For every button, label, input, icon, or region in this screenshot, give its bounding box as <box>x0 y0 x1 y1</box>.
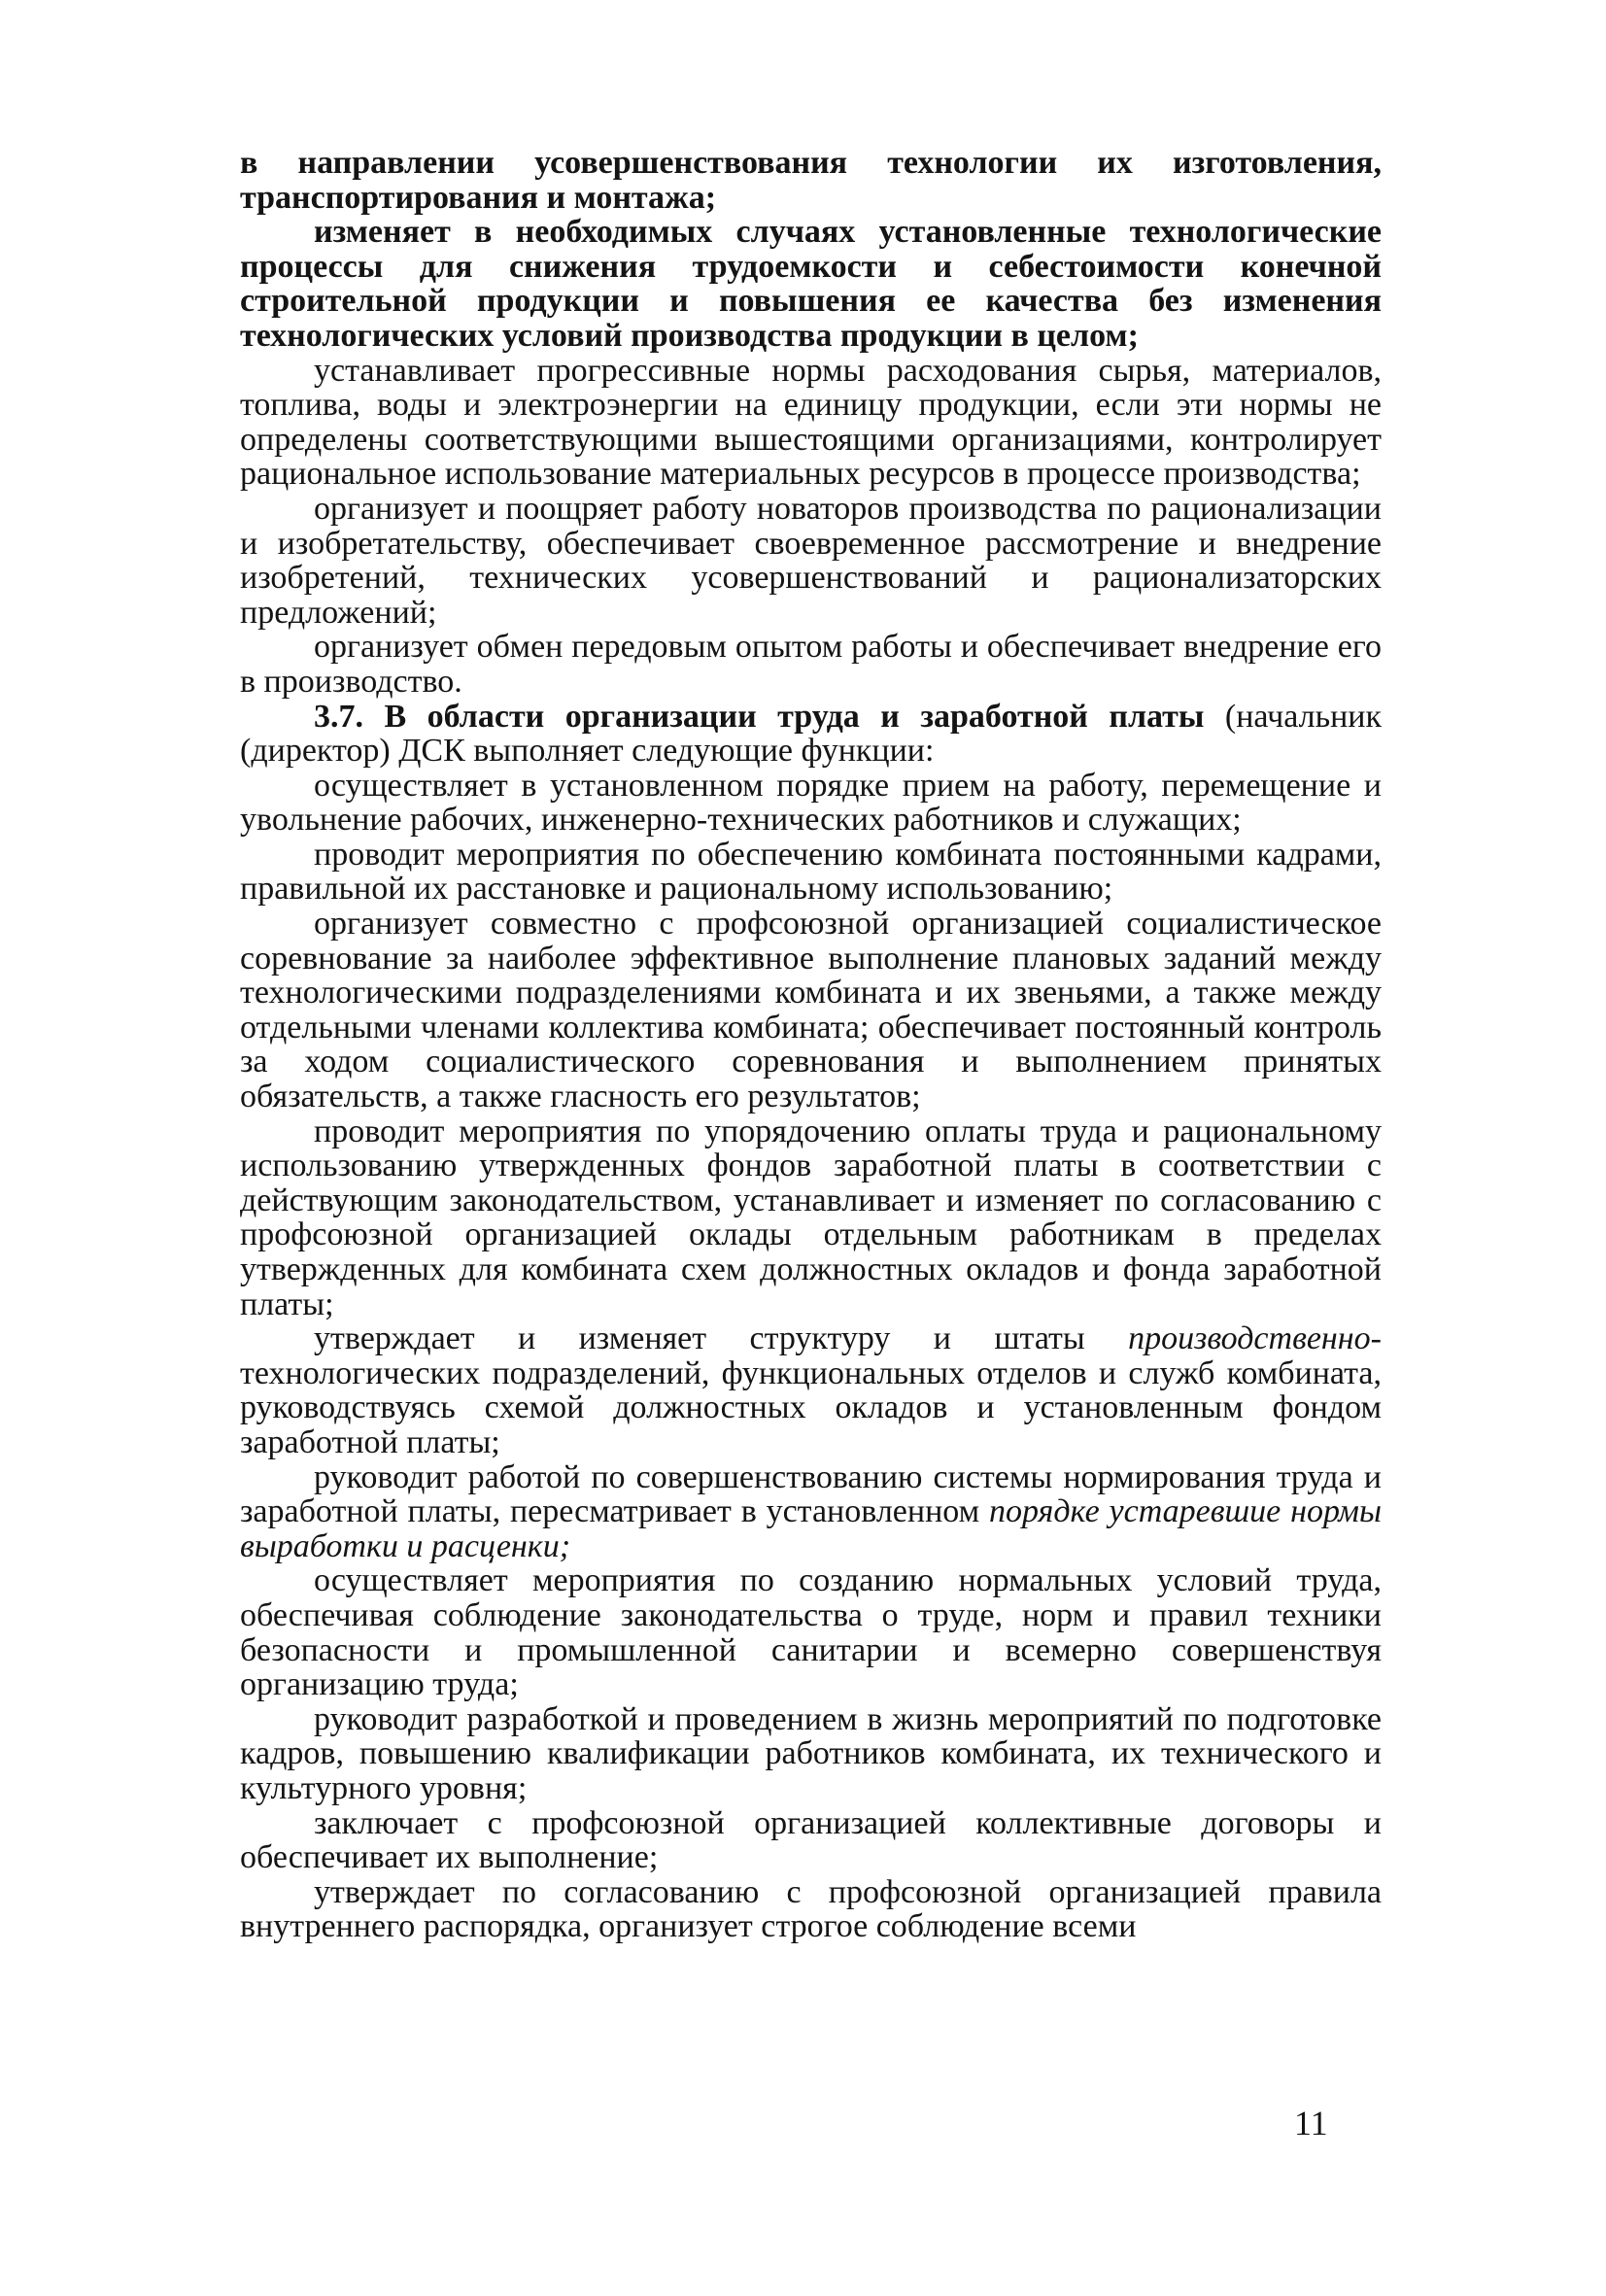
text-run: осуществляет в установленном порядке прием на работу, перемещение и увольнение рабочих, инженерно-технических работников и служащих; <box>240 767 1382 839</box>
paragraph <box>240 1114 1382 1322</box>
text-run: в направлении усовершенствования технологии их изготовления, транспортирования и монтажа; <box>240 145 1382 216</box>
paragraph <box>240 700 1382 769</box>
text-run: организует совместно с профсоюзной организацией социалистическое соревнование за наиболее эффективное выполнение плановых заданий между технологическими подразделениями комбината и их звеньями, а также между отдельными членами коллектива комбината; обеспечивает постоянный контроль за ходом социалистического соревнования и выполнением принятых обязательств, а также гласность его результатов; <box>240 906 1382 1115</box>
paragraph <box>240 907 1382 1114</box>
text-run: утверждает и изменяет структуру и штаты <box>314 1320 1129 1357</box>
text-run: 3.7. В области организации труда и заработной платы <box>314 698 1205 735</box>
paragraph <box>240 492 1382 630</box>
text-run: осуществляет мероприятия по созданию нормальных условий труда, обеспечивая соблюдение законодательства о труде, норм и правил техники безопасности и промышленной санитарии и всемерно совершенствуя организацию труда; <box>240 1562 1382 1703</box>
paragraph <box>240 1875 1382 1944</box>
text-run: проводит мероприятия по обеспечению комбината постоянными кадрами, правильной их расстановке и рациональному использованию; <box>240 836 1382 908</box>
paragraph <box>240 215 1382 353</box>
paragraph <box>240 769 1382 838</box>
paragraph <box>240 838 1382 907</box>
text-run: организует и поощряет работу новаторов производства по рационализации и изобретательству, обеспечивает своевременное рассмотрение и внедрение изобретений, технических усовершенствований и рационализаторских предложений; <box>240 490 1382 631</box>
paragraph <box>240 1563 1382 1701</box>
page-number: 11 <box>1294 2104 1328 2142</box>
paragraph <box>240 1460 1382 1564</box>
text-run: производственно- <box>1128 1320 1382 1357</box>
text-run: руководит разработкой и проведением в жизнь мероприятий по подготовке кадров, повышению квалификации работников комбината, их технического и культурного уровня; <box>240 1700 1382 1806</box>
paragraph <box>240 1321 1382 1459</box>
paragraph <box>240 146 1382 215</box>
paragraph <box>240 354 1382 492</box>
text-run: организует обмен передовым опытом работы и обеспечивает внедрение его в производство. <box>240 629 1382 700</box>
text-run: устанавливает прогрессивные нормы расходования сырья, материалов, топлива, воды и электроэнергии на единицу продукции, если эти нормы не определены соответствующими вышестоящими организациями, контролирует рациональное использование материальных ресурсов в процессе производства; <box>240 352 1382 493</box>
text-run: заключает с профсоюзной организацией коллективные договоры и обеспечивает их выполнение; <box>240 1804 1382 1876</box>
text-run: технологических подразделений, функциональных отделов и служб комбината, руководствуясь схемой должностных окладов и установленным фондом заработной платы; <box>240 1354 1382 1460</box>
text-run: проводит мероприятия по упорядочению оплаты труда и рациональному использованию утвержденных фондов заработной платы в соответствии с действующим законодательством, устанавливает и изменяет по согласованию с профсоюзной организацией оклады отдельным работникам в пределах утвержденных для комбината схем должностных окладов и фонда заработной платы; <box>240 1113 1382 1322</box>
text-run: руководит работой по совершенствованию системы нормирования труда и заработной платы, пересматривает в установленном <box>240 1458 1382 1530</box>
paragraph <box>240 1806 1382 1875</box>
text-run: порядке устаревшие нормы выработки и расценки; <box>240 1493 1382 1564</box>
text-run: утверждает по согласованию с профсоюзной организацией правила внутреннего распорядка, организует строгое соблюдение всеми <box>240 1873 1382 1945</box>
paragraph <box>240 630 1382 699</box>
body-text <box>240 146 1382 1944</box>
paragraph <box>240 1702 1382 1806</box>
text-run: (начальник (директор) ДСК выполняет следующие функции: <box>240 698 1383 770</box>
text-run: изменяет в необходимых случаях установленные технологические процессы для снижения трудоемкости и себестоимости конечной строительной продукции и повышения ее качества без изменения технологических условий производства продукции в целом; <box>240 214 1382 354</box>
